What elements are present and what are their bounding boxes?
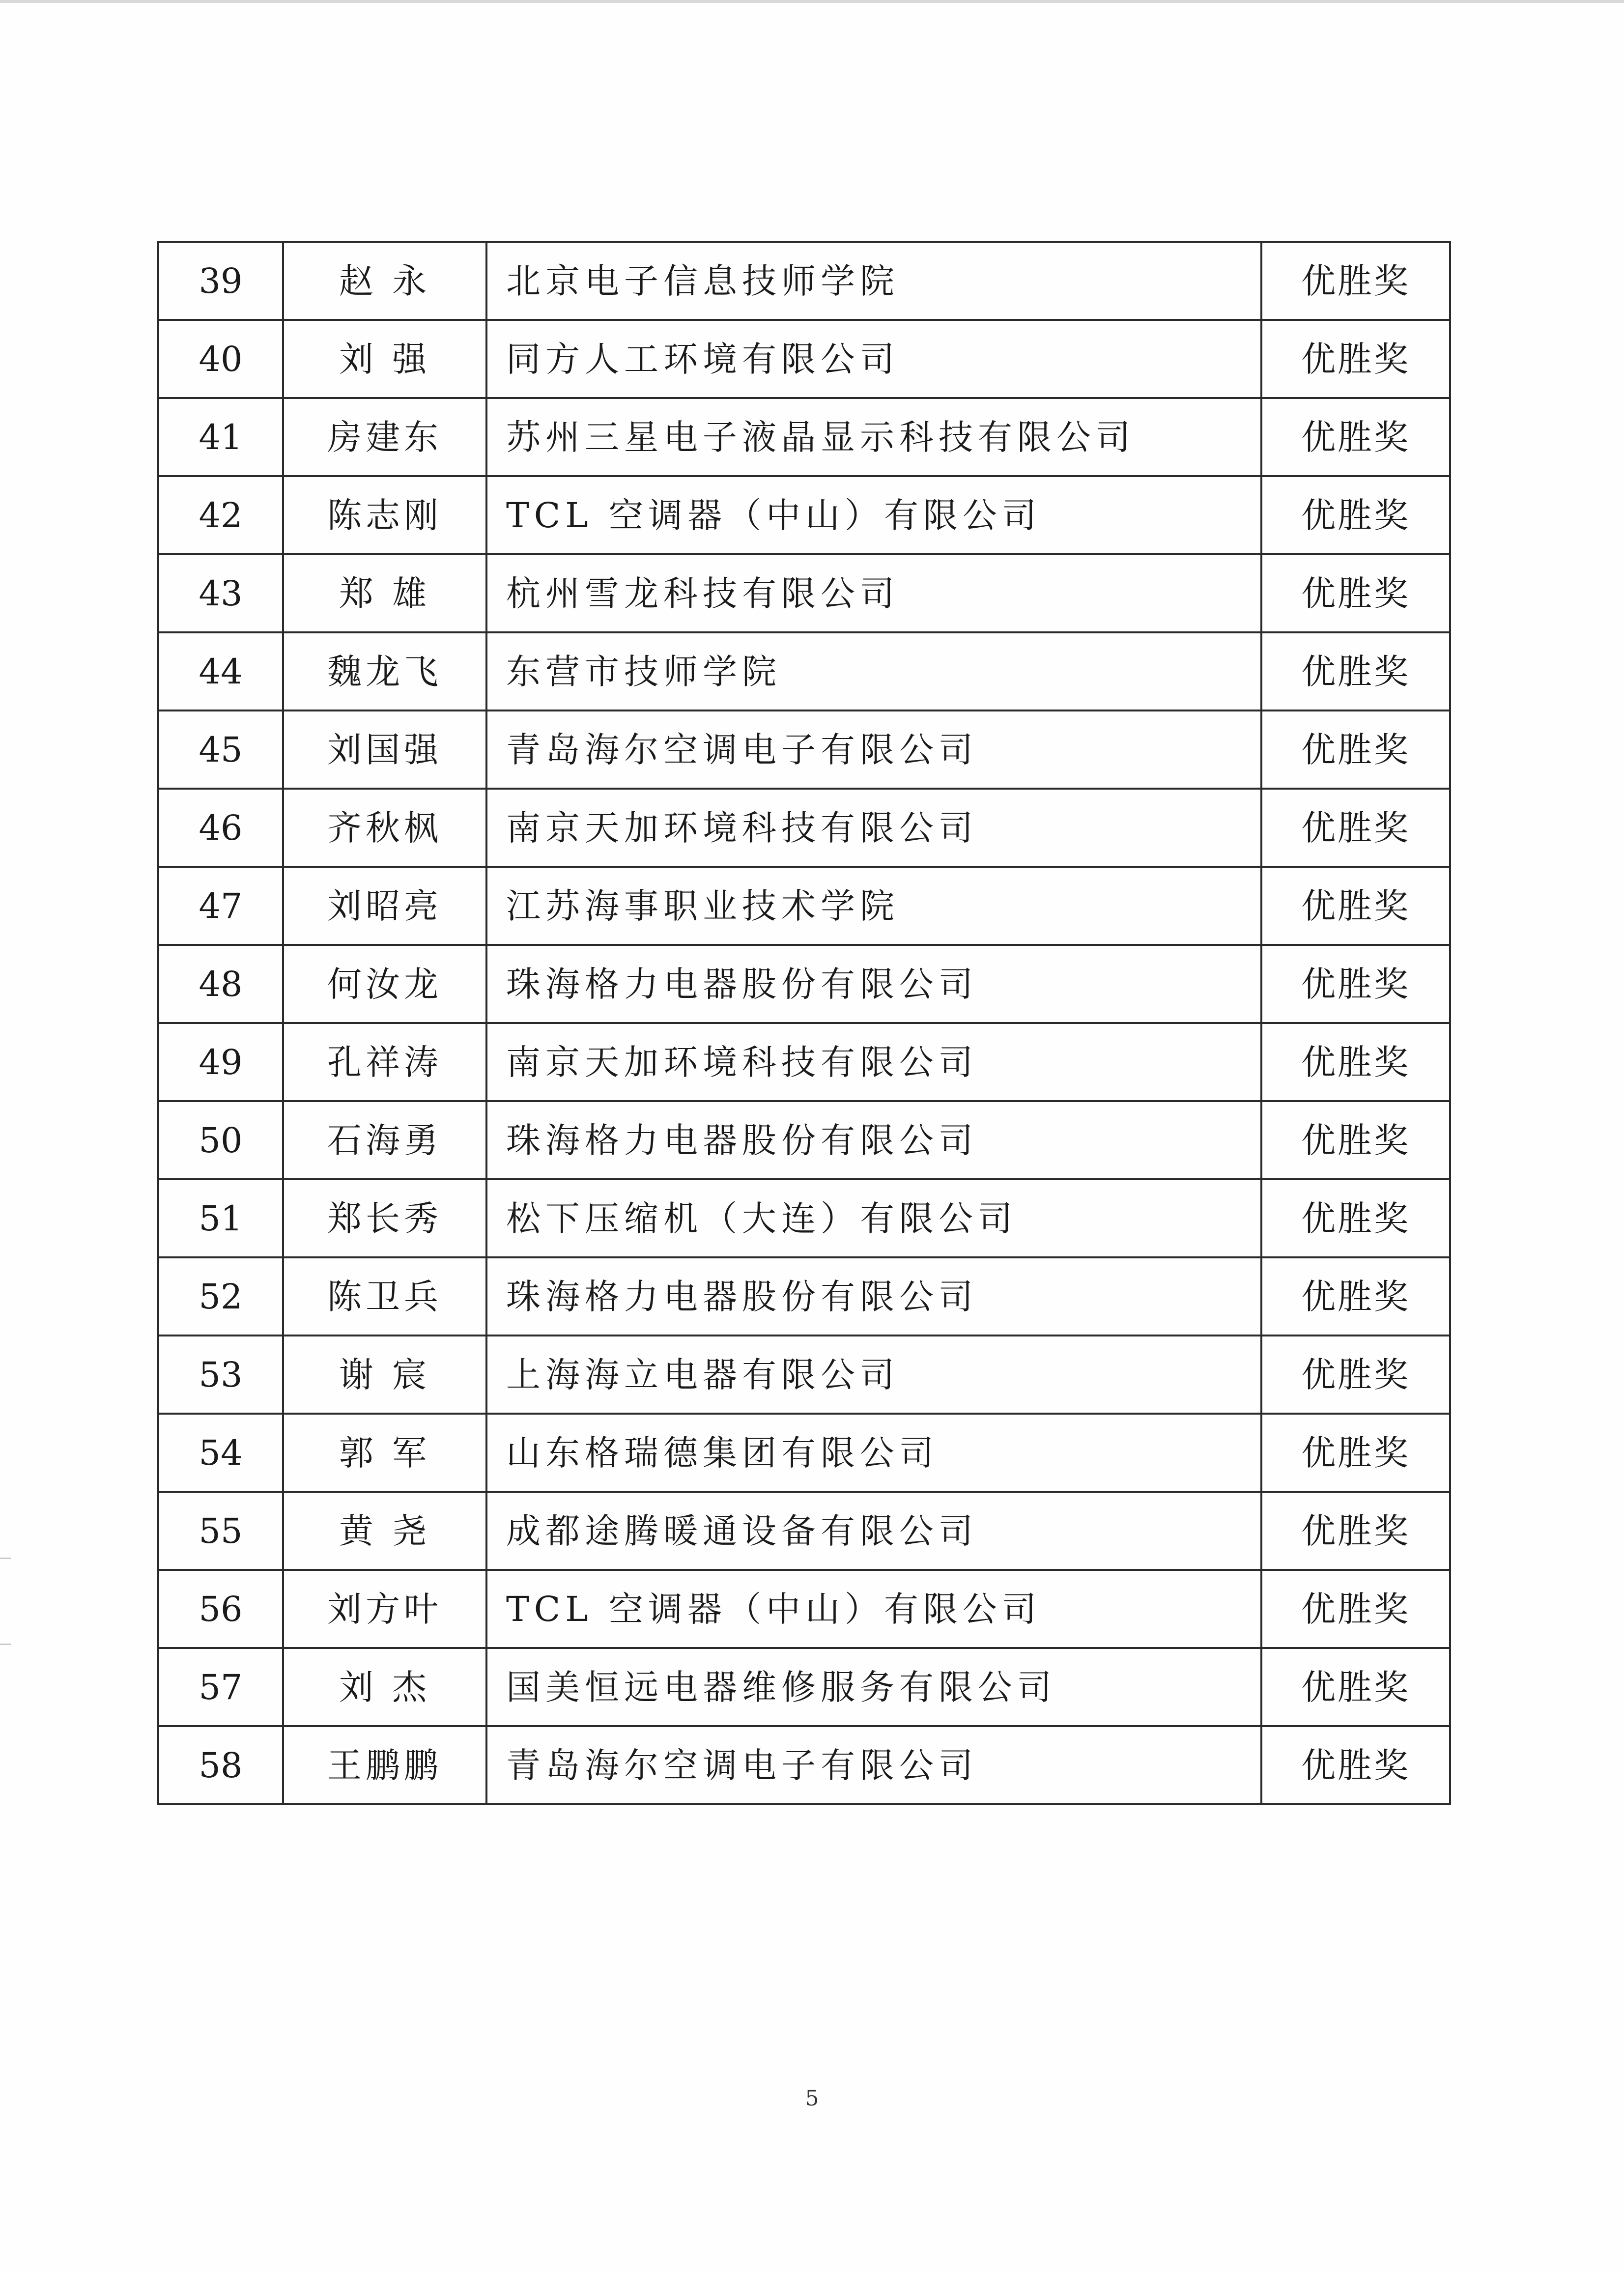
table-row: [158, 242, 1450, 320]
winner-name-cell: 刘国强: [283, 710, 486, 789]
award-cell: 优胜奖: [1261, 320, 1450, 398]
table-row: [158, 398, 1450, 476]
winner-name-cell: 王鹏鹏: [283, 1726, 486, 1804]
page-number: 5: [805, 2086, 819, 2111]
award-cell: 优胜奖: [1261, 1179, 1450, 1257]
award-cell: 优胜奖: [1261, 1257, 1450, 1335]
winner-name-cell: 孔祥涛: [283, 1023, 486, 1101]
row-number-cell: 47: [158, 867, 283, 945]
row-number-cell: 57: [158, 1648, 283, 1726]
row-number-cell: 54: [158, 1414, 283, 1492]
work-unit-cell: 珠海格力电器股份有限公司: [486, 945, 1261, 1023]
table-row: [158, 1179, 1450, 1257]
row-number-cell: 58: [158, 1726, 283, 1804]
row-number-cell: 45: [158, 710, 283, 789]
winner-name-cell: 谢 宸: [283, 1335, 486, 1414]
winner-name-cell: 刘方叶: [283, 1570, 486, 1648]
award-cell: 优胜奖: [1261, 242, 1450, 320]
table-row: [158, 710, 1450, 789]
table-row: [158, 476, 1450, 554]
table-row: [158, 1335, 1450, 1414]
table-row: [158, 1414, 1450, 1492]
row-number-cell: 44: [158, 632, 283, 710]
table-row: [158, 1570, 1450, 1648]
table-row: [158, 867, 1450, 945]
winner-name-cell: 石海勇: [283, 1101, 486, 1179]
work-unit-cell: TCL 空调器（中山）有限公司: [486, 1570, 1261, 1648]
winner-name-cell: 房建东: [283, 398, 486, 476]
row-number-cell: 56: [158, 1570, 283, 1648]
table-row: [158, 1648, 1450, 1726]
award-cell: 优胜奖: [1261, 1570, 1450, 1648]
work-unit-cell: 北京电子信息技师学院: [486, 242, 1261, 320]
row-number-cell: 51: [158, 1179, 283, 1257]
row-number-cell: 40: [158, 320, 283, 398]
award-cell: 优胜奖: [1261, 1648, 1450, 1726]
winner-name-cell: 赵 永: [283, 242, 486, 320]
table-row: [158, 554, 1450, 632]
table-row: [158, 1492, 1450, 1570]
row-number-cell: 53: [158, 1335, 283, 1414]
award-cell: 优胜奖: [1261, 476, 1450, 554]
winner-name-cell: 黄 尧: [283, 1492, 486, 1570]
work-unit-cell: TCL 空调器（中山）有限公司: [486, 476, 1261, 554]
work-unit-cell: 上海海立电器有限公司: [486, 1335, 1261, 1414]
award-cell: 优胜奖: [1261, 1335, 1450, 1414]
work-unit-cell: 松下压缩机（大连）有限公司: [486, 1179, 1261, 1257]
award-cell: 优胜奖: [1261, 945, 1450, 1023]
table-row: [158, 1101, 1450, 1179]
winner-name-cell: 陈志刚: [283, 476, 486, 554]
row-number-cell: 41: [158, 398, 283, 476]
award-cell: 优胜奖: [1261, 789, 1450, 867]
work-unit-cell: 同方人工环境有限公司: [486, 320, 1261, 398]
winner-name-cell: 刘 强: [283, 320, 486, 398]
work-unit-cell: 成都途腾暖通设备有限公司: [486, 1492, 1261, 1570]
winner-name-cell: 刘昭亮: [283, 867, 486, 945]
table-row: [158, 1726, 1450, 1804]
work-unit-cell: 南京天加环境科技有限公司: [486, 1023, 1261, 1101]
award-cell: 优胜奖: [1261, 1101, 1450, 1179]
row-number-cell: 50: [158, 1101, 283, 1179]
row-number-cell: 39: [158, 242, 283, 320]
table-row: [158, 320, 1450, 398]
row-number-cell: 42: [158, 476, 283, 554]
row-number-cell: 49: [158, 1023, 283, 1101]
winner-name-cell: 郭 军: [283, 1414, 486, 1492]
award-cell: 优胜奖: [1261, 1726, 1450, 1804]
winner-name-cell: 郑长秀: [283, 1179, 486, 1257]
award-cell: 优胜奖: [1261, 554, 1450, 632]
award-cell: 优胜奖: [1261, 1023, 1450, 1101]
winner-name-cell: 何汝龙: [283, 945, 486, 1023]
winner-name-cell: 陈卫兵: [283, 1257, 486, 1335]
table-row: [158, 632, 1450, 710]
table-row: [158, 945, 1450, 1023]
award-table: [157, 241, 1451, 1805]
award-cell: 优胜奖: [1261, 1492, 1450, 1570]
work-unit-cell: 青岛海尔空调电子有限公司: [486, 710, 1261, 789]
work-unit-cell: 珠海格力电器股份有限公司: [486, 1101, 1261, 1179]
winner-name-cell: 刘 杰: [283, 1648, 486, 1726]
work-unit-cell: 国美恒远电器维修服务有限公司: [486, 1648, 1261, 1726]
winner-name-cell: 郑 雄: [283, 554, 486, 632]
work-unit-cell: 杭州雪龙科技有限公司: [486, 554, 1261, 632]
scan-margin-mark: [0, 1558, 11, 1559]
work-unit-cell: 东营市技师学院: [486, 632, 1261, 710]
winner-name-cell: 魏龙飞: [283, 632, 486, 710]
work-unit-cell: 青岛海尔空调电子有限公司: [486, 1726, 1261, 1804]
work-unit-cell: 江苏海事职业技术学院: [486, 867, 1261, 945]
award-cell: 优胜奖: [1261, 1414, 1450, 1492]
table-row: [158, 1257, 1450, 1335]
row-number-cell: 52: [158, 1257, 283, 1335]
award-cell: 优胜奖: [1261, 398, 1450, 476]
table-row: [158, 789, 1450, 867]
scan-top-edge: [0, 0, 1624, 3]
scan-margin-mark: [0, 1644, 11, 1645]
row-number-cell: 43: [158, 554, 283, 632]
row-number-cell: 46: [158, 789, 283, 867]
row-number-cell: 48: [158, 945, 283, 1023]
row-number-cell: 55: [158, 1492, 283, 1570]
work-unit-cell: 苏州三星电子液晶显示科技有限公司: [486, 398, 1261, 476]
work-unit-cell: 山东格瑞德集团有限公司: [486, 1414, 1261, 1492]
work-unit-cell: 珠海格力电器股份有限公司: [486, 1257, 1261, 1335]
award-table-body: [158, 242, 1450, 1804]
winner-name-cell: 齐秋枫: [283, 789, 486, 867]
award-cell: 优胜奖: [1261, 710, 1450, 789]
award-cell: 优胜奖: [1261, 632, 1450, 710]
award-cell: 优胜奖: [1261, 867, 1450, 945]
work-unit-cell: 南京天加环境科技有限公司: [486, 789, 1261, 867]
table-row: [158, 1023, 1450, 1101]
